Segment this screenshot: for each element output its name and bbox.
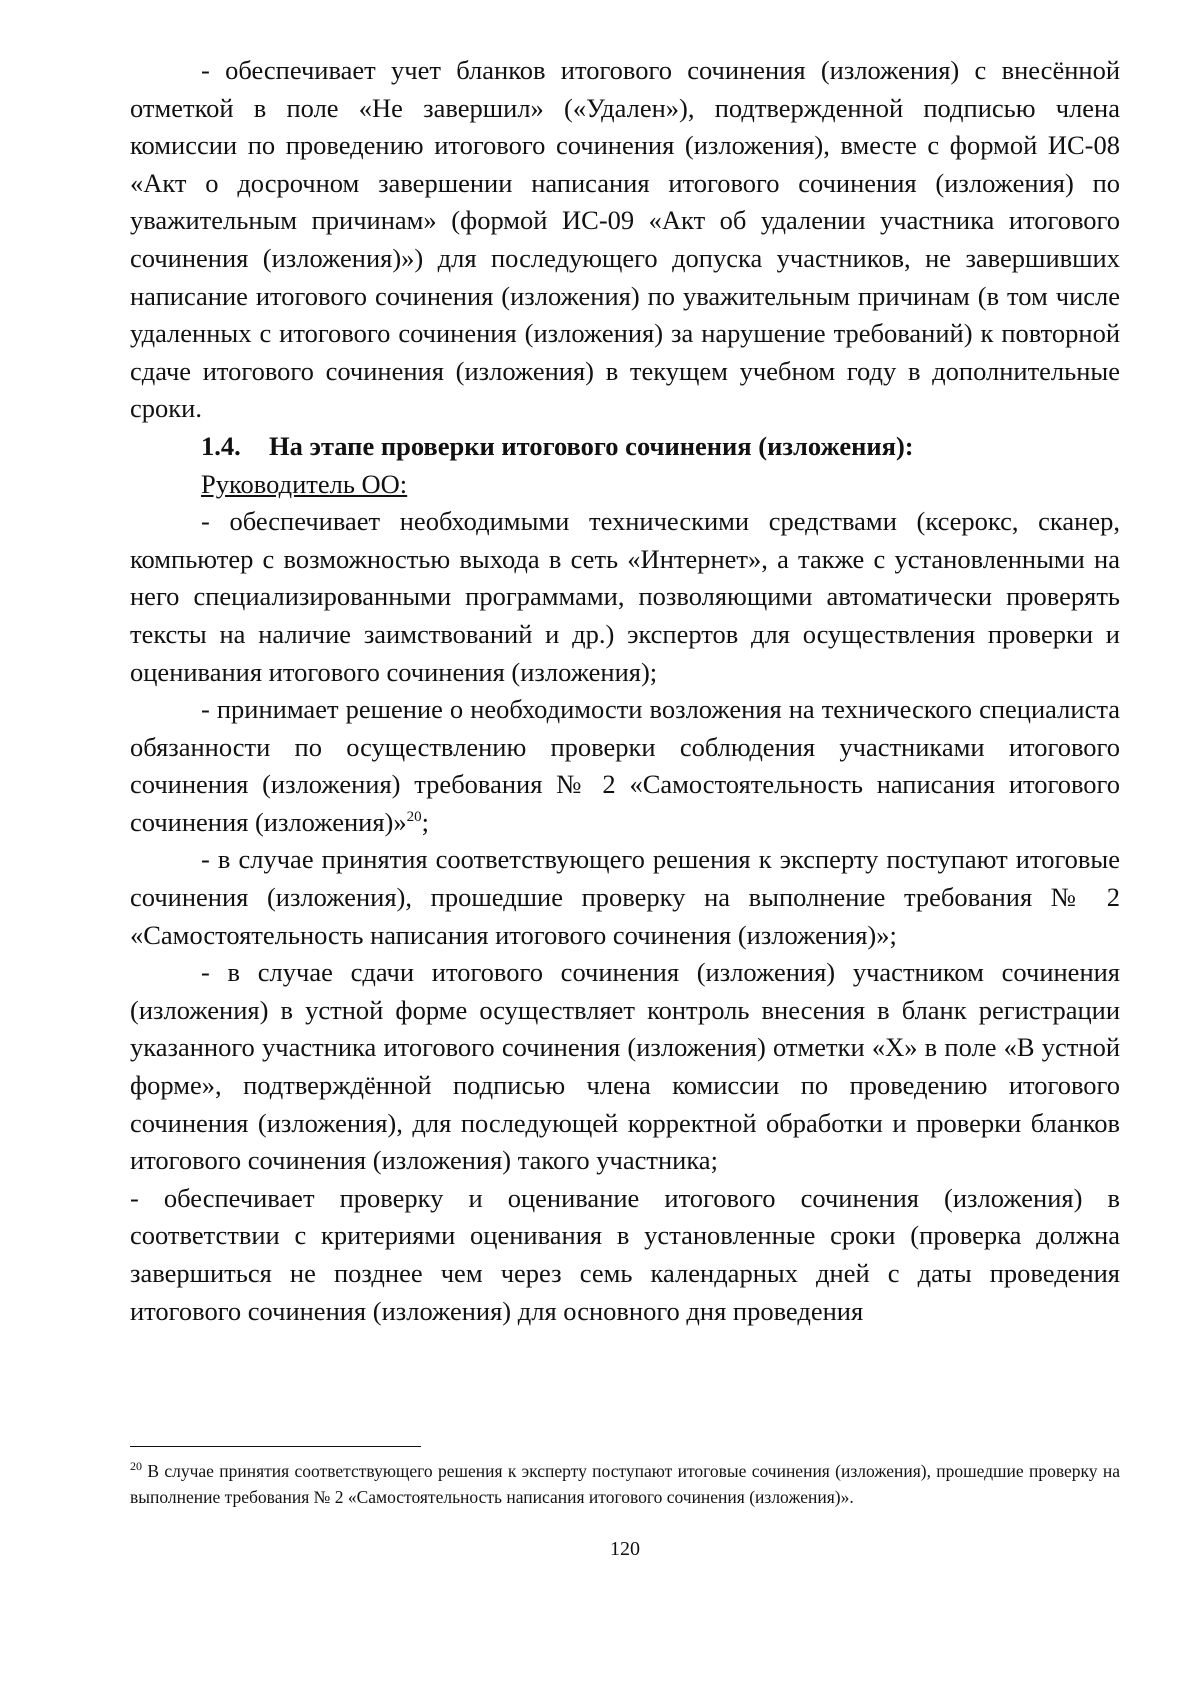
paragraph-technical-means: - обеспечивает необходимыми техническими средствами (ксерокс, сканер, компьютер с возможностью выхода в сеть «Интернет», а также с установленными на него специализированными программами, позволяющими автоматически проверять тексты на наличие заимствований и др.) экспертов для осуществления проверки и оценивания итогового сочинения (изложения); bbox=[130, 506, 1120, 687]
footnote-separator bbox=[130, 1446, 421, 1447]
paragraph-blanks-accounting: - обеспечивает учет бланков итогового сочинения (изложения) с внесённой отметкой в поле «Не завершил» («Удален»), подтвержденной подписью члена комиссии по проведению итогового сочинения (изложения), вместе с формой ИС-08 «Акт о досрочном завершении написания итогового сочинения (изложения) по уважительным причинам» (формой ИС-09 «Акт об удалении участника итогового сочинения (изложения)») для последующего допуска участников, не завершивших написание итогового сочинения (изложения) по уважительным причинам (в том числе удаленных с итогового сочинения (изложения) за нарушение требований) к повторной сдаче итогового сочинения (изложения) в текущем учебном году в дополнительные сроки. bbox=[130, 55, 1120, 424]
page-number: 120 bbox=[610, 1538, 640, 1560]
paragraph-decision-tail: ; bbox=[421, 806, 429, 837]
paragraph-oral-form: - в случае сдачи итогового сочинения (изложения) участником сочинения (изложения) в устной форме осуществляет контроль внесения в бланк регистрации указанного участника итогового сочинения (изложения) отметки «Х» в поле «В устной форме», подтверждённой подписью члена комиссии по проведению итогового сочинения (изложения), для последующей корректной обработки и проверки бланков итогового сочинения (изложения) такого участника; bbox=[130, 957, 1120, 1176]
footnote-reference[interactable]: 20 bbox=[406, 809, 422, 826]
role-heading: Руководитель ОО: bbox=[201, 468, 408, 499]
footnote-text: В случае принятия соответствующего решения к эксперту поступают итоговые сочинения (изложения), прошедшие проверку на выполнение требования № 2 «Самостоятельность написания итогового сочинения (изложения)». bbox=[130, 1461, 1120, 1507]
section-heading bbox=[130, 428, 1120, 466]
paragraph-decision bbox=[130, 691, 1120, 841]
paragraph-expert-receives: - в случае принятия соответствующего решения к эксперту поступают итоговые сочинения (изложения), прошедшие проверку на выполнение требования № 2 «Самостоятельность написания итогового сочинения (изложения)»; bbox=[130, 844, 1120, 950]
footnote-number: 20 bbox=[130, 1459, 142, 1474]
paragraph-decision-text: - принимает решение о необходимости возложения на технического специалиста обязанности по осуществлению проверки соблюдения участниками итогового сочинения (изложения) требования № 2 «Самостоятельность написания итогового сочинения (изложения)» bbox=[130, 694, 1120, 837]
section-number: 1.4. bbox=[201, 430, 241, 461]
main-text bbox=[130, 52, 1120, 1330]
footnote bbox=[130, 1458, 1120, 1510]
paragraph-checking-deadlines: - обеспечивает проверку и оценивание итогового сочинения (изложения) в соответствии с критериями оценивания в установленные сроки (проверка должна завершиться не позднее чем через семь календарных дней с даты проведения итогового сочинения (изложения) для основного дня проведения bbox=[130, 1182, 1120, 1326]
section-title: На этапе проверки итогового сочинения (изложения): bbox=[269, 430, 914, 461]
